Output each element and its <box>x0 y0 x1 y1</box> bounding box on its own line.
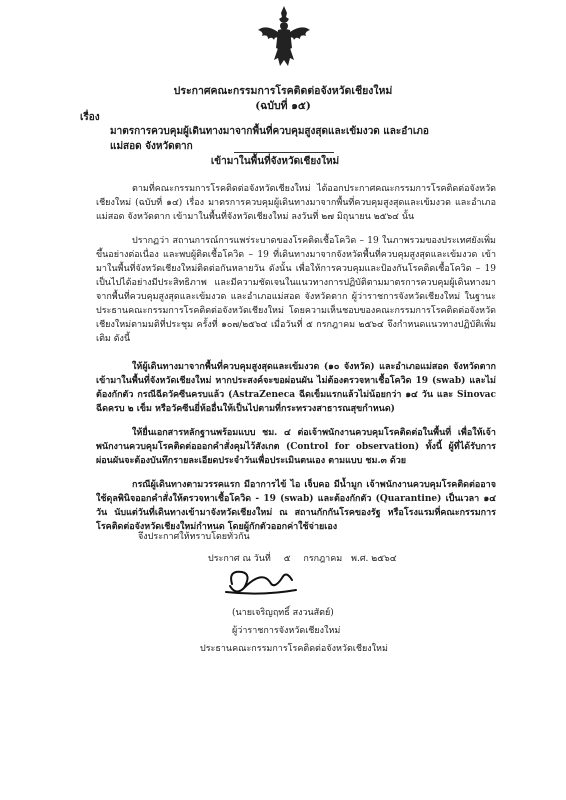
subject-line-2: เข้ามาในพื้นที่จังหวัดเชียงใหม่ <box>210 156 340 167</box>
date-day: ๕ <box>283 554 291 564</box>
body-paragraph-2: ปรากฏว่า สถานการณ์การแพร่ระบาดของโรคติดเชื้อโควิด – 19 ในภาพรวมของประเทศยังเพิ่มขึ้นอย่างต่อเนื่อง และพบผู้ติดเชื้อโควิด – 19 ที่เดินทางมาจากจังหวัดพื้นที่ควบคุมสูงสุดและเข้มงวด เข้ามาในพื้นที่จังหวัดเชียงใหม่ติดต่อกันหลายวัน ดังนั้น เพื่อให้การควบคุมและป้องกันโรคติดเชื้อโควิด – 19 เป็นไปได้อย่างมีประสิทธิภาพ และมีความชัดเจนในแนวทางการปฏิบัติตามมาตรการควบคุมผู้เดินทางมาจากพื้นที่ควบคุมสูงสุดและเข้มงวด และอำเภอแม่สอด จังหวัดตาก ผู้ว่าราชการจังหวัดเชียงใหม่ ในฐานะประธานคณะกรรมการโรคติดต่อจังหวัดเชียงใหม่ โดยความเห็นชอบของคณะกรรมการโรคติดต่อจังหวัดเชียงใหม่ตามมติที่ประชุม ครั้งที่ ๑๐๗/๒๕๖๔ เมื่อวันที่ ๕ กรกฎาคม ๒๕๖๔ จึงกำหนดแนวทางปฏิบัติเพิ่มเติม ดังนี้ <box>96 236 496 344</box>
signatory-role: ประธานคณะกรรมการโรคติดต่อจังหวัดเชียงใหม่ <box>200 644 388 654</box>
subject-line-1: มาตรการควบคุมผู้เดินทางมาจากพื้นที่ควบคุมสูงสุดและเข้มงวด และอำเภอแม่สอด จังหวัดตาก <box>110 126 429 152</box>
divider <box>234 152 334 153</box>
signatory-title: ผู้ว่าราชการจังหวัดเชียงใหม่ <box>232 626 341 636</box>
body-paragraph-1: ตามที่คณะกรรมการโรคติดต่อจังหวัดเชียงใหม่ ได้ออกประกาศคณะกรรมการโรคติดต่อจังหวัดเชียงใหม่ (ฉบับที่ ๑๔) เรื่อง มาตรการควบคุมผู้เดินทางมาจากพื้นที่ควบคุมสูงสุดและเข้มงวด และอำเภอแม่สอด จังหวัดตาก เข้ามาในพื้นที่จังหวัดเชียงใหม่ ลงวันที่ ๒๗ มิถุนายน ๒๕๖๔ นั้น <box>96 184 496 222</box>
announcement-number: (ฉบับที่ ๑๕) <box>255 100 311 112</box>
date-year: ๒๕๖๔ <box>371 554 397 564</box>
body-paragraph-3: ให้ผู้เดินทางมาจากพื้นที่ควบคุมสูงสุดและเข้มงวด (๑๐ จังหวัด) และอำเภอแม่สอด จังหวัดตาก เข้ามาในพื้นที่จังหวัดเชียงใหม่ หากประสงค์จะขอผ่อนผัน ไม่ต้องตรวจหาเชื้อโควิด 19 (swab) และไม่ต้องกักตัว กรณีฉีดวัคซีนครบแล้ว (AstraZeneca ฉีดเข็มแรกแล้วไม่น้อยกว่า ๑๔ วัน และ Sinovac ฉีดครบ ๒ เข็ม หรือวัคซีนยี่ห้ออื่นให้เป็นไปตามที่กระทรวงสาธารณสุขกำหนด) <box>96 362 496 414</box>
date-month: กรกฎาคม <box>303 554 343 564</box>
garuda-emblem-icon <box>256 4 312 70</box>
subject-label: เรื่อง <box>80 112 100 123</box>
body-paragraph-5: กรณีผู้เดินทางตามวรรคแรก มีอาการไข้ ไอ เจ็บคอ มีน้ำมูก เจ้าพนักงานควบคุมโรคติดต่ออาจใช้ดุลพินิจออกคำสั่งให้ตรวจหาเชื้อโควิด - 19 (swab) และต้องกักตัว (Quarantine) เป็นเวลา ๑๔ วัน นับแต่วันที่เดินทางเข้ามาจังหวัดเชียงใหม่ ณ สถานกักกันโรคของรัฐ หรือโรงแรมที่คณะกรรมการโรคติดต่อจังหวัดเชียงใหม่กำหนด โดยผู้กักตัวออกค่าใช้จ่ายเอง <box>96 480 496 532</box>
closing-line: จึงประกาศให้ทราบโดยทั่วกัน <box>138 532 250 542</box>
subject-block <box>80 110 440 169</box>
body-paragraph-4: ให้ยื่นเอกสารหลักฐานพร้อมแบบ ชม. ๔ ต่อเจ้าพนักงานควบคุมโรคติดต่อในพื้นที่ เพื่อให้เจ้าพนักงานควบคุมโรคติดต่อออกคำสั่งคุมไว้สังเกต (Control for observation) ทั้งนี้ ผู้ที่ได้รับการผ่อนผันจะต้องบันทึกรายละเอียดประจำวันเพื่อประเมินตนเอง ตามแบบ ชม.๓ ด้วย <box>96 428 496 466</box>
handwritten-signature <box>222 560 298 600</box>
date-era: พ.ศ. <box>351 554 369 564</box>
date-prefix: ประกาศ ณ วันที่ <box>208 554 271 564</box>
signatory-name: (นายเจริญฤทธิ์ สงวนสัตย์) <box>232 608 334 618</box>
announcement-title: ประกาศคณะกรรมการโรคติดต่อจังหวัดเชียงใหม่ <box>173 85 393 97</box>
